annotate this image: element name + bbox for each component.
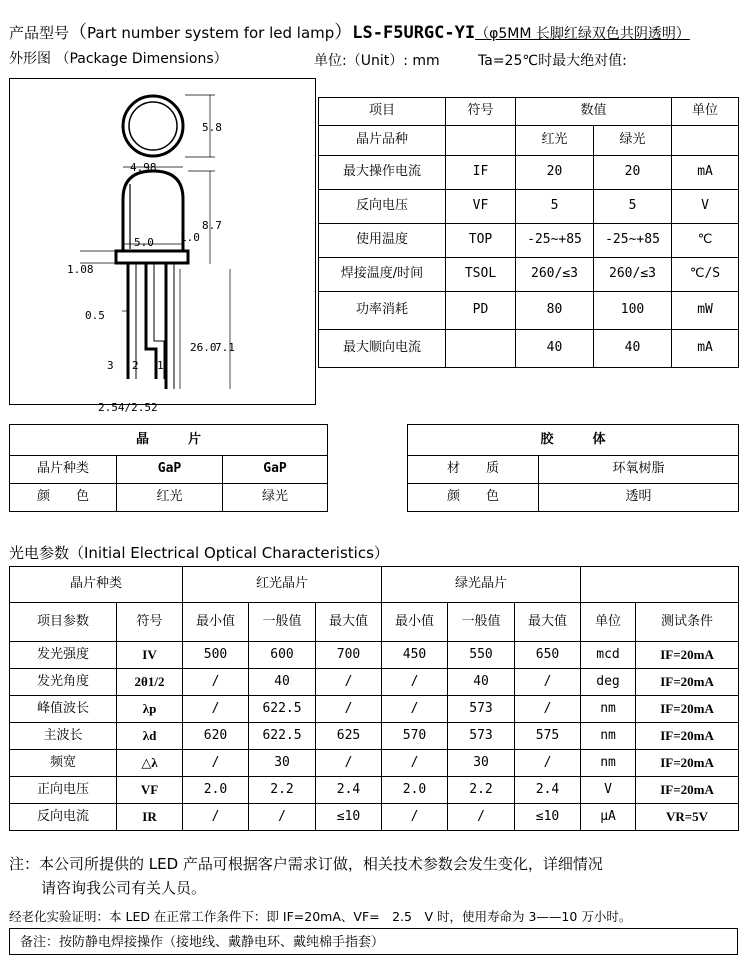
optical-cell: deg xyxy=(581,669,636,696)
optical-cell: IF=20mA xyxy=(636,723,739,750)
ratings-unit: ℃ xyxy=(672,224,739,258)
chip-table xyxy=(9,424,328,512)
optical-h2-cell: 单位 xyxy=(581,603,636,642)
ratings-row xyxy=(319,330,739,368)
ratings-h-unit: 单位 xyxy=(672,98,739,126)
optical-cell: / xyxy=(316,696,382,723)
optical-cell: 622.5 xyxy=(249,696,316,723)
optical-row xyxy=(10,642,739,669)
ratings-sym: IF xyxy=(446,156,516,190)
ratings-row xyxy=(319,292,739,330)
optical-h2-cell: 最小值 xyxy=(382,603,448,642)
ratings-item: 焊接温度/时间 xyxy=(319,258,446,292)
ratings-sym: PD xyxy=(446,292,516,330)
optical-cell: / xyxy=(382,696,448,723)
optical-cell: 600 xyxy=(249,642,316,669)
optical-cell: 发光强度 xyxy=(10,642,117,669)
optical-h2-cell: 最小值 xyxy=(183,603,249,642)
optical-cell: / xyxy=(382,804,448,831)
ratings-item: 最大操作电流 xyxy=(319,156,446,190)
note-1b: 请咨询我公司有关人员。 xyxy=(41,879,207,897)
ta-label: Ta=25℃时最大绝对值: xyxy=(478,53,627,69)
optical-h-red: 红光晶片 xyxy=(183,567,382,603)
optical-cell: 2.4 xyxy=(515,777,581,804)
optical-cell: VR=5V xyxy=(636,804,739,831)
optical-cell: 40 xyxy=(249,669,316,696)
package-drawing-svg xyxy=(10,79,315,414)
optical-h-chip: 晶片种类 xyxy=(10,567,183,603)
optical-cell: / xyxy=(183,750,249,777)
ratings-row xyxy=(319,224,739,258)
optical-cell: 正向电压 xyxy=(10,777,117,804)
ratings-chip-row xyxy=(319,126,739,156)
optical-cell: 500 xyxy=(183,642,249,669)
optical-cell: 573 xyxy=(448,723,515,750)
ratings-row xyxy=(319,190,739,224)
optical-cell: 频宽 xyxy=(10,750,117,777)
epoxy-material-label: 材 质 xyxy=(408,456,539,484)
header xyxy=(9,18,690,44)
optical-cell: ≤10 xyxy=(515,804,581,831)
optical-row xyxy=(10,723,739,750)
optical-cell: λd xyxy=(117,723,183,750)
ratings-green: 40 xyxy=(594,330,672,368)
optical-cell: △λ xyxy=(117,750,183,777)
ratings-red: 5 xyxy=(516,190,594,224)
ratings-red: 40 xyxy=(516,330,594,368)
chip-color-red: 红光 xyxy=(117,484,223,512)
optical-cell: μA xyxy=(581,804,636,831)
dim-lead: 26.0 xyxy=(190,341,217,354)
optical-cell: 主波长 xyxy=(10,723,117,750)
optical-cell: IF=20mA xyxy=(636,750,739,777)
optical-cell: λp xyxy=(117,696,183,723)
optical-cell: V xyxy=(581,777,636,804)
ratings-green: -25~+85 xyxy=(594,224,672,258)
ratings-item: 最大顺向电流 xyxy=(319,330,446,368)
part-number: LS-F5URGC-YI xyxy=(352,23,476,43)
dim-lead-gap: 1.0 xyxy=(180,231,200,244)
ratings-table xyxy=(318,97,739,368)
optical-h2-cell: 测试条件 xyxy=(636,603,739,642)
epoxy-table xyxy=(407,424,739,512)
dim-flange: 1.08 xyxy=(67,263,94,276)
chip-color-green: 绿光 xyxy=(223,484,328,512)
note-3: 备注：按防静电焊接操作（接地线、戴静电环、戴纯棉手指套） xyxy=(9,928,738,955)
optical-cell: 573 xyxy=(448,696,515,723)
dim-dia: 4.98 xyxy=(130,161,157,174)
optical-cell: 40 xyxy=(448,669,515,696)
optical-cell: 625 xyxy=(316,723,382,750)
optical-cell: 2θ1/2 xyxy=(117,669,183,696)
note-1a: 注：本公司所提供的 LED 产品可根据客户需求订做，相关技术参数会发生变化，详细情况 xyxy=(9,855,603,873)
ratings-sym: VF xyxy=(446,190,516,224)
ratings-green: 100 xyxy=(594,292,672,330)
chip-type-label: 晶片种类 xyxy=(10,456,117,484)
optical-row xyxy=(10,777,739,804)
optical-cell: 570 xyxy=(382,723,448,750)
dim-pin: 0.5 xyxy=(85,309,105,322)
outline-title: 外形图 （Package Dimensions） xyxy=(9,51,228,67)
optical-cell: 2.2 xyxy=(249,777,316,804)
optical-row xyxy=(10,750,739,777)
optical-cell: 700 xyxy=(316,642,382,669)
optical-header-row xyxy=(10,603,739,642)
optical-cell: / xyxy=(515,696,581,723)
chip-title: 晶 片 xyxy=(10,425,328,456)
optical-cell: 622.5 xyxy=(249,723,316,750)
optical-cell: VF xyxy=(117,777,183,804)
epoxy-title: 胶 体 xyxy=(408,425,739,456)
optical-row xyxy=(10,669,739,696)
optical-cell: 550 xyxy=(448,642,515,669)
optical-cell: / xyxy=(382,750,448,777)
ratings-sym xyxy=(446,330,516,368)
optical-cell: nm xyxy=(581,750,636,777)
ratings-item: 使用温度 xyxy=(319,224,446,258)
dim-height: 8.7 xyxy=(202,219,222,232)
optical-cell: / xyxy=(316,669,382,696)
unit-label: 单位:（Unit）: mm xyxy=(314,53,440,69)
dim-pin-min: 7.1 xyxy=(215,341,235,354)
optical-title: 光电参数（Initial Electrical Optical Characteristics） xyxy=(9,544,389,562)
optical-table xyxy=(9,566,739,831)
optical-cell: / xyxy=(515,750,581,777)
optical-cell: ≤10 xyxy=(316,804,382,831)
ratings-red: -25~+85 xyxy=(516,224,594,258)
ratings-red: 20 xyxy=(516,156,594,190)
chip-color-label: 颜 色 xyxy=(10,484,117,512)
optical-cell: / xyxy=(183,696,249,723)
ratings-sym: TSOL xyxy=(446,258,516,292)
optical-cell: 30 xyxy=(249,750,316,777)
chip-row-label: 晶片品种 xyxy=(319,126,446,156)
ratings-item: 反向电压 xyxy=(319,190,446,224)
optical-h2-cell: 符号 xyxy=(117,603,183,642)
optical-cell: 450 xyxy=(382,642,448,669)
optical-cell: IF=20mA xyxy=(636,642,739,669)
chip-type-green: GaP xyxy=(223,456,328,484)
optical-cell: IF=20mA xyxy=(636,777,739,804)
optical-row xyxy=(10,696,739,723)
top-view-circle xyxy=(123,96,183,156)
optical-cell: IF=20mA xyxy=(636,696,739,723)
optical-h2-cell: 项目参数 xyxy=(10,603,117,642)
ratings-h-value: 数值 xyxy=(516,98,672,126)
empty-cell xyxy=(672,126,739,156)
epoxy-material-value: 环氧树脂 xyxy=(539,456,739,484)
optical-cell: IR xyxy=(117,804,183,831)
top-view-inner xyxy=(129,102,177,150)
optical-cell: 650 xyxy=(515,642,581,669)
chip-type-red: GaP xyxy=(117,456,223,484)
ratings-sym: TOP xyxy=(446,224,516,258)
ratings-red: 260/≤3 xyxy=(516,258,594,292)
ratings-unit: mA xyxy=(672,330,739,368)
optical-cell: IF=20mA xyxy=(636,669,739,696)
optical-cell: / xyxy=(382,669,448,696)
optical-cell: / xyxy=(183,669,249,696)
chip-row-green: 绿光 xyxy=(594,126,672,156)
optical-cell: nm xyxy=(581,696,636,723)
optical-h2-cell: 最大值 xyxy=(515,603,581,642)
optical-cell: 2.0 xyxy=(382,777,448,804)
header-desc: （φ5MM 长脚红绿双色共阴透明） xyxy=(475,26,690,42)
dim-top: 5.8 xyxy=(202,121,222,134)
ratings-item: 功率消耗 xyxy=(319,292,446,330)
optical-cell: 发光角度 xyxy=(10,669,117,696)
optical-cell: nm xyxy=(581,723,636,750)
ratings-unit: ℃/S xyxy=(672,258,739,292)
ratings-unit: mA xyxy=(672,156,739,190)
ratings-header-row xyxy=(319,98,739,126)
empty-cell xyxy=(581,567,739,603)
optical-cell: 575 xyxy=(515,723,581,750)
epoxy-color-value: 透明 xyxy=(539,484,739,512)
optical-cell: / xyxy=(515,669,581,696)
note-2: 经老化实验证明：本 LED 在正常工作条件下：即 IF=20mA、VF= 2.5 V 时，使用寿命为 3——10 万小时。 xyxy=(9,909,632,924)
optical-cell: / xyxy=(183,804,249,831)
optical-cell: / xyxy=(249,804,316,831)
dim-base: 5.0 xyxy=(134,236,154,249)
optical-cell: 反向电流 xyxy=(10,804,117,831)
optical-cell: 30 xyxy=(448,750,515,777)
optical-cell: 2.2 xyxy=(448,777,515,804)
empty-cell xyxy=(446,126,516,156)
header-label: 产品型号 xyxy=(9,24,70,42)
optical-h2-cell: 一般值 xyxy=(448,603,515,642)
optical-cell: IV xyxy=(117,642,183,669)
header-system-en: Part number system for led lamp xyxy=(87,24,335,42)
ratings-h-item: 项目 xyxy=(319,98,446,126)
ratings-red: 80 xyxy=(516,292,594,330)
package-drawing xyxy=(9,78,316,414)
optical-cell: 620 xyxy=(183,723,249,750)
chip-row-red: 红光 xyxy=(516,126,594,156)
paren-open: （ xyxy=(69,22,88,43)
paren-close: ） xyxy=(334,22,353,43)
optical-cell: / xyxy=(448,804,515,831)
optical-h2-cell: 一般值 xyxy=(249,603,316,642)
optical-row xyxy=(10,804,739,831)
ratings-green: 5 xyxy=(594,190,672,224)
optical-cell: 2.0 xyxy=(183,777,249,804)
pin3: 3 xyxy=(107,359,114,372)
ratings-row xyxy=(319,156,739,190)
flange xyxy=(116,251,188,263)
optical-cell: / xyxy=(316,750,382,777)
pin2: 2 xyxy=(132,359,139,372)
pin1: 1 xyxy=(157,359,164,372)
optical-h-green: 绿光晶片 xyxy=(382,567,581,603)
ratings-unit: mW xyxy=(672,292,739,330)
ratings-green: 20 xyxy=(594,156,672,190)
ratings-green: 260/≤3 xyxy=(594,258,672,292)
optical-cell: 峰值波长 xyxy=(10,696,117,723)
epoxy-color-label: 颜 色 xyxy=(408,484,539,512)
ratings-unit: V xyxy=(672,190,739,224)
dim-bottom: 2.54/2.52 xyxy=(98,401,158,414)
ratings-row xyxy=(319,258,739,292)
ratings-h-sym: 符号 xyxy=(446,98,516,126)
optical-cell: mcd xyxy=(581,642,636,669)
optical-h2-cell: 最大值 xyxy=(316,603,382,642)
optical-cell: 2.4 xyxy=(316,777,382,804)
